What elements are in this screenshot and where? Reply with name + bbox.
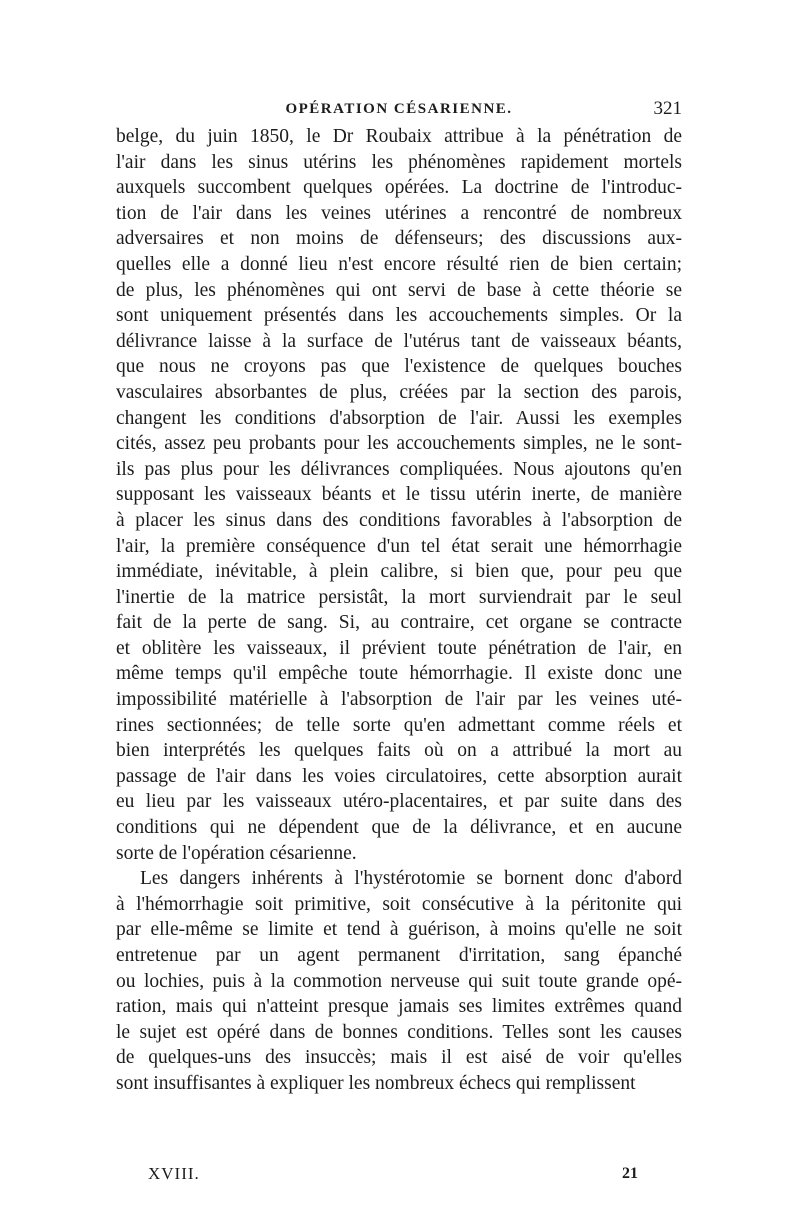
text-line: conditions qui ne dépendent que de la délivrance, et en aucune [116,817,682,839]
text-line: quelles elle a donné lieu n'est encore résulté rien de bien certain; [116,253,682,275]
text-line: sont uniquement présentés dans les accouchements simples. Or la [116,305,682,327]
text-line: belge, du juin 1850, le Dr Roubaix attribue à la pénétration de [116,126,682,147]
text-line: l'air, la première conséquence d'un tel état serait une hémorrhagie [116,535,682,557]
text-line: le sujet est opéré dans de bonnes conditions. Telles sont les causes [116,1021,682,1043]
text-line: par elle-même se limite et tend à guérison, à moins qu'elle ne soit [116,919,682,941]
text-line: que nous ne croyons pas que l'existence de quelques bouches [116,356,682,378]
text-line: supposant les vaisseaux béants et le tissu utérin inerte, de manière [116,484,682,506]
text-line: de plus, les phénomènes qui ont servi de base à cette théorie se [116,279,682,301]
page-number: 321 [653,98,682,119]
text-line: délivrance laisse à la surface de l'utérus tant de vaisseaux béants, [116,330,682,352]
text-line: auxquels succombent quelques opérées. La doctrine de l'introduc- [116,177,682,199]
text-line: passage de l'air dans les voies circulatoires, cette absorption aurait [116,765,682,787]
text-line: adversaires et non moins de défenseurs; des discussions aux- [116,228,682,250]
text-line: sont insuffisantes à expliquer les nombreux échecs qui remplissent [116,1072,636,1094]
text-line: vasculaires absorbantes de plus, créées par la section des parois, [116,381,682,403]
text-line: eu lieu par les vaisseaux utéro-placentaires, et par suite dans des [116,791,682,813]
text-line: cités, assez peu probants pour les accouchements simples, ne le sont- [116,433,682,455]
running-title: OPÉRATION CÉSARIENNE. [285,101,513,117]
text-line: Les dangers inhérents à l'hystérotomie se bornent donc d'abord [140,868,682,890]
text-line: de quelques-uns des insuccès; mais il est aisé de voir qu'elles [116,1047,682,1069]
text-line: ration, mais qui n'atteint presque jamais ses limites extrêmes quand [116,996,682,1018]
text-line: à l'hémorrhagie soit primitive, soit consécutive à la péritonite qui [116,893,682,915]
text-line: impossibilité matérielle à l'absorption de l'air par les veines uté- [116,689,682,711]
text-line: immédiate, inévitable, à plein calibre, si bien que, pour peu que [116,561,682,583]
body-text [116,124,682,1097]
text-line: à placer les sinus dans des conditions favorables à l'absorption de [116,509,682,531]
text-line: tion de l'air dans les veines utérines a rencontré de nombreux [116,202,682,224]
text-line: l'air dans les sinus utérins les phénomènes rapidement mortels [116,151,682,173]
text-line: fait de la perte de sang. Si, au contraire, cet organe se contracte [116,612,682,634]
text-line: ou lochies, puis à la commotion nerveuse qui suit toute grande opé- [116,970,682,992]
text-line: bien interprétés les quelques faits où on a attribué la mort au [116,740,682,762]
text-line: et oblitère les vaisseaux, il prévient toute pénétration de l'air, en [116,637,682,659]
text-line: même temps qu'il empêche toute hémorrhagie. Il existe donc une [116,663,682,685]
text-line: rines sectionnées; de telle sorte qu'en admettant comme réels et [116,714,682,736]
page-footer [148,1162,638,1186]
text-line: changent les conditions d'absorption de l'air. Aussi les exemples [116,407,682,429]
signature-mark: XVIII. [148,1164,200,1183]
running-head [116,96,682,122]
text-line: sorte de l'opération césarienne. [116,842,357,864]
text-line: l'inertie de la matrice persistât, la mort surviendrait par le seul [116,586,682,608]
text-line: entretenue par un agent permanent d'irritation, sang épanché [116,945,682,966]
sheet-number: 21 [622,1165,638,1182]
text-line: ils pas plus pour les délivrances compliquées. Nous ajoutons qu'en [116,458,682,480]
